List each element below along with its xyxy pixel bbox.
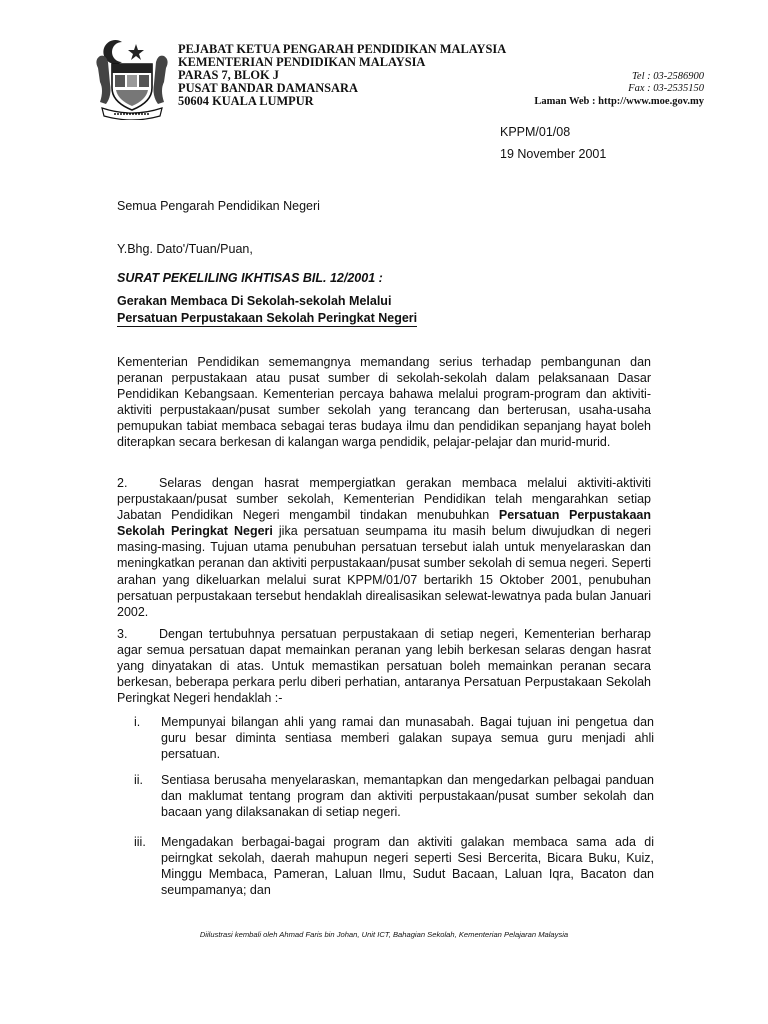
subject-line-1: Gerakan Membaca Di Sekolah-sekolah Melalui: [117, 294, 392, 308]
paragraph-1: Kementerian Pendidikan sememangnya memandang serius terhadap pembangunan dan peranan perpustakaan atau pusat sumber di sekolah-sekolah dalam pelaksanaan Dasar Pendidikan Kebangsaan. Kementerian percaya bahawa melalui program-program dan aktiviti-aktiviti perpustakaan/pusat sumber sekolah yang terancang dan berterusan, usaha-usaha pemupukan tabiat membaca sebagai teras budaya ilmu dan pendidikan sepanjang hayat boleh diterapkan secara berkesan di kalangan warga pendidik, pelajar-pelajar dan murid-murid.: [117, 355, 651, 450]
org-line-floor: PARAS 7, BLOK J: [178, 68, 279, 82]
list-item-label: iii.: [134, 835, 146, 849]
malaysia-coat-of-arms-icon: [92, 38, 172, 120]
list-item-label: ii.: [134, 773, 144, 787]
circular-title: SURAT PEKELILING IKHTISAS BIL. 12/2001 :: [117, 271, 383, 285]
salutation: Y.Bhg. Dato'/Tuan/Puan,: [117, 242, 253, 256]
paragraph-2-text-b: jika persatuan seumpama itu masih belum diwujudkan di negeri masing-masing. Tujuan utama penubuhan persatuan tersebut ialah untuk menyelaraskan dan meningkatkan peranan dan aktiviti perpustakaan/pusat sumber sekolah di semua negeri. Seperti arahan yang dikeluarkan melalui surat KPPM/01/07 bertarikh 15 Oktober 2001, penubuhan persatuan perpustakaan tersebut hendaklah direalisasikan selewat-lewatnya pada bulan Januari 2002.: [117, 524, 651, 619]
fax-number: Fax : 03-2535150: [628, 83, 704, 94]
list-item-label: i.: [134, 715, 141, 729]
telephone-number: Tel : 03-2586900: [632, 71, 704, 82]
paragraph-2: [117, 475, 651, 620]
org-line-ministry: KEMENTERIAN PENDIDIKAN MALAYSIA: [178, 55, 426, 69]
paragraph-3-number: 3.: [117, 627, 128, 641]
paragraph-2-text-a: Selaras dengan hasrat mempergiatkan gerakan membaca melalui aktiviti-aktiviti perpustakaan/pusat sumber sekolah, Kementerian Pendidikan telah mengarahkan setiap Jabatan Pendidikan Negeri mengambil tindakan menubuhkan: [117, 476, 651, 523]
paragraph-2-emphasis: Persatuan Perpustakaan Sekolah Peringkat Negeri: [117, 508, 651, 539]
list-item-text: Mengadakan berbagai-bagai program dan aktiviti galakan membaca sama ada di peirngkat sekolah, daerah mahupun negeri seperti Sesi Bercerita, Bicara Buku, Kuiz, Minggu Membaca, Pameran, Laluan Ilmu, Sudut Bacaan, Laluan Iqra, Bacaton dan seumpamanya; dan: [161, 835, 654, 898]
org-line-centre: PUSAT BANDAR DAMANSARA: [178, 81, 358, 95]
paragraph-3-text: Dengan tertubuhnya persatuan perpustakaan di setiap negeri, Kementerian berharap agar semua persatuan dapat memainkan peranan yang lebih berkesan selaras dengan hasrat yang dinyatakan di atas. Untuk memastikan persatuan boleh memainkan peranan secara berkesan, beberapa perkara perlu diberi perhatian, antaranya Persatuan Perpustakaan Sekolah Peringkat Negeri hendaklah :-: [117, 627, 651, 706]
website-link[interactable]: Laman Web : http://www.moe.gov.my: [534, 96, 704, 107]
paragraph-3: [117, 626, 651, 706]
list-item-text: Mempunyai bilangan ahli yang ramai dan munasabah. Bagai tujuan ini pengetua dan guru besar diminta sentiasa memberi galakan supaya semua guru menjadi ahli persatuan.: [161, 715, 654, 762]
list-item-text: Sentiasa berusaha menyelaraskan, memantapkan dan mengedarkan pelbagai panduan dan maklumat tentang program dan aktiviti perpustakaan/pusat sumber sekolah dan bacaan yang dilaksanakan di setiap negeri.: [161, 773, 654, 820]
list-item: [134, 714, 654, 762]
paragraph-2-number: 2.: [117, 476, 128, 490]
org-line-postcode: 50604 KUALA LUMPUR: [178, 94, 314, 108]
subject-line-2: Persatuan Perpustakaan Sekolah Peringkat Negeri: [117, 311, 418, 325]
recipient: Semua Pengarah Pendidikan Negeri: [117, 199, 320, 213]
list-item: [134, 834, 654, 898]
reference-number: KPPM/01/08: [500, 125, 571, 139]
letter-date: 19 November 2001: [500, 147, 607, 161]
list-item: [134, 772, 654, 820]
org-line-ministry-office: PEJABAT KETUA PENGARAH PENDIDIKAN MALAYSIA: [178, 42, 507, 56]
footer-credit: Diilustrasi kembali oleh Ahmad Faris bin Johan, Unit ICT, Bahagian Sekolah, Kementerian Pelajaran Malaysia: [199, 930, 569, 939]
